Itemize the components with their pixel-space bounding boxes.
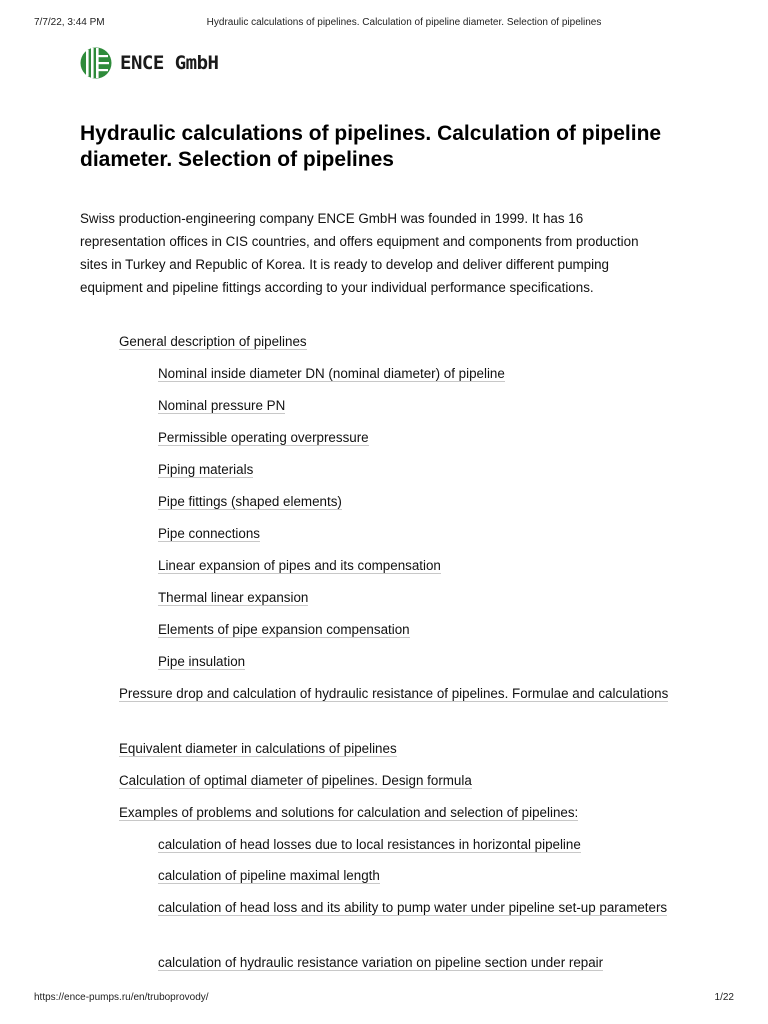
print-footer xyxy=(34,992,734,1006)
toc-link[interactable]: Pressure drop and calculation of hydraulic resistance of pipelines. Formulae and calculations xyxy=(119,686,669,701)
page-indicator: 1/22 xyxy=(714,992,734,1003)
print-url: https://ence-pumps.ru/en/truboprovody/ xyxy=(34,992,209,1003)
toc-link[interactable]: Pipe insulation xyxy=(158,654,246,669)
toc-link[interactable]: Linear expansion of pipes and its compensation xyxy=(158,558,441,573)
print-datetime: 7/7/22, 3:44 PM xyxy=(34,17,105,28)
toc-link[interactable]: Nominal pressure PN xyxy=(158,398,286,413)
toc-link[interactable]: Pipe connections xyxy=(158,526,260,541)
company-logo[interactable] xyxy=(80,47,218,79)
toc-link[interactable]: Permissible operating overpressure xyxy=(158,430,369,445)
toc-link[interactable]: Equivalent diameter in calculations of pipelines xyxy=(119,741,397,756)
print-header xyxy=(34,17,734,31)
toc-link[interactable]: Piping materials xyxy=(158,462,254,477)
toc-link[interactable]: Elements of pipe expansion compensation xyxy=(158,622,410,637)
print-title: Hydraulic calculations of pipelines. Calculation of pipeline diameter. Selection of pipelines xyxy=(206,17,602,28)
toc-link[interactable]: Thermal linear expansion xyxy=(158,590,309,605)
toc-link[interactable]: calculation of head losses due to local resistances in horizontal pipeline xyxy=(158,837,581,852)
toc-link[interactable]: Pipe fittings (shaped elements) xyxy=(158,494,342,509)
page-title: Hydraulic calculations of pipelines. Calculation of pipeline diameter. Selection of pipelines xyxy=(80,122,662,171)
intro-paragraph: Swiss production-engineering company ENCE GmbH was founded in 1999. It has 16 representation offices in CIS countries, and offers equipment and components from production sites in Turkey and Republic of Korea. It is ready to develop and deliver different pumping equipment and pipeline fittings according to your individual performance specifications. xyxy=(80,211,639,295)
toc-link[interactable]: Calculation of optimal diameter of pipelines. Design formula xyxy=(119,773,472,788)
toc-link[interactable]: calculation of pipeline maximal length xyxy=(158,868,380,883)
globe-logo-icon xyxy=(80,47,112,79)
toc-link[interactable]: calculation of head loss and its ability to pump water under pipeline set-up parameters xyxy=(158,900,668,915)
logo-text: ENCE GmbH xyxy=(120,52,219,74)
toc-link[interactable]: Nominal inside diameter DN (nominal diameter) of pipeline xyxy=(158,366,505,381)
toc-link[interactable]: General description of pipelines xyxy=(119,334,307,349)
toc-link[interactable]: calculation of hydraulic resistance variation on pipeline section under repair xyxy=(158,955,604,970)
toc-link[interactable]: Examples of problems and solutions for calculation and selection of pipelines: xyxy=(119,805,579,820)
